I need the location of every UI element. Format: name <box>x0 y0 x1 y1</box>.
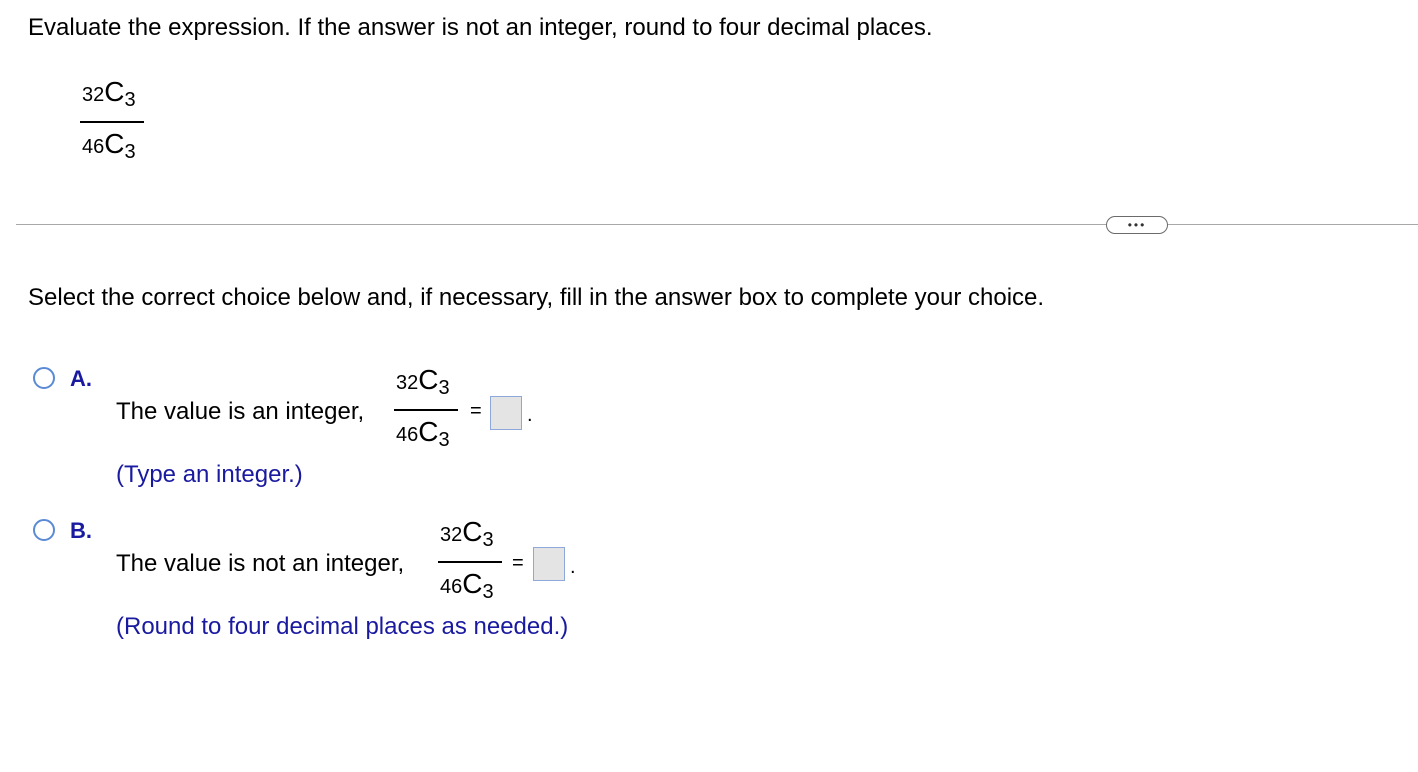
choice-a-fraction <box>392 364 462 454</box>
choice-a-radio[interactable] <box>33 367 55 389</box>
choice-a-numerator <box>396 364 450 399</box>
choice-a-fraction-bar <box>394 409 458 411</box>
choice-b-num-k: 3 <box>482 529 494 551</box>
denominator-n: 46 <box>82 136 105 158</box>
numerator-combination <box>82 76 136 111</box>
choice-a-denominator <box>396 416 450 451</box>
fraction-bar <box>80 121 144 123</box>
choice-a-answer-box[interactable] <box>490 396 522 430</box>
choice-b-num-n: 32 <box>440 524 463 546</box>
more-options-button[interactable]: ••• <box>1106 216 1168 234</box>
choice-a-num-c: C <box>418 364 439 395</box>
expression-fraction <box>78 76 148 166</box>
denominator-combination <box>82 128 136 163</box>
choice-b-num-c: C <box>462 516 483 547</box>
question-prompt: Evaluate the expression. If the answer is not an integer, round to four decimal places. <box>28 14 933 41</box>
numerator-k: 3 <box>124 89 136 111</box>
denominator-k: 3 <box>124 141 136 163</box>
choice-a-letter: A. <box>70 366 92 391</box>
numerator-c: C <box>104 76 125 107</box>
choice-b-den-k: 3 <box>482 581 494 603</box>
choice-b-hint: (Round to four decimal places as needed.) <box>116 613 569 640</box>
choice-a-den-n: 46 <box>396 424 419 446</box>
choice-a-equals: = <box>470 400 482 422</box>
choice-a-text: The value is an integer, <box>116 398 365 425</box>
instructions: Select the correct choice below and, if necessary, fill in the answer box to complete your choice. <box>28 284 1045 311</box>
section-divider <box>16 224 1418 225</box>
choice-a-den-c: C <box>418 416 439 447</box>
denominator-c: C <box>104 128 125 159</box>
choice-b-letter: B. <box>70 518 92 543</box>
choice-b-den-c: C <box>462 568 483 599</box>
choice-a-num-n: 32 <box>396 372 419 394</box>
choice-a-hint: (Type an integer.) <box>116 461 303 488</box>
choice-b-text: The value is not an integer, <box>116 550 405 577</box>
choice-b-radio[interactable] <box>33 519 55 541</box>
choice-a-den-k: 3 <box>438 429 450 451</box>
choice-b-equals: = <box>512 552 524 574</box>
choice-b-den-n: 46 <box>440 576 463 598</box>
choice-a-period: . <box>527 404 533 426</box>
choice-b-denominator <box>440 568 494 603</box>
choice-b-fraction <box>436 516 506 606</box>
choice-b-fraction-bar <box>438 561 502 563</box>
numerator-n: 32 <box>82 84 105 106</box>
choice-b-period: . <box>570 556 576 578</box>
choice-b-numerator <box>440 516 494 551</box>
choice-a-num-k: 3 <box>438 377 450 399</box>
choice-b-answer-box[interactable] <box>533 547 565 581</box>
